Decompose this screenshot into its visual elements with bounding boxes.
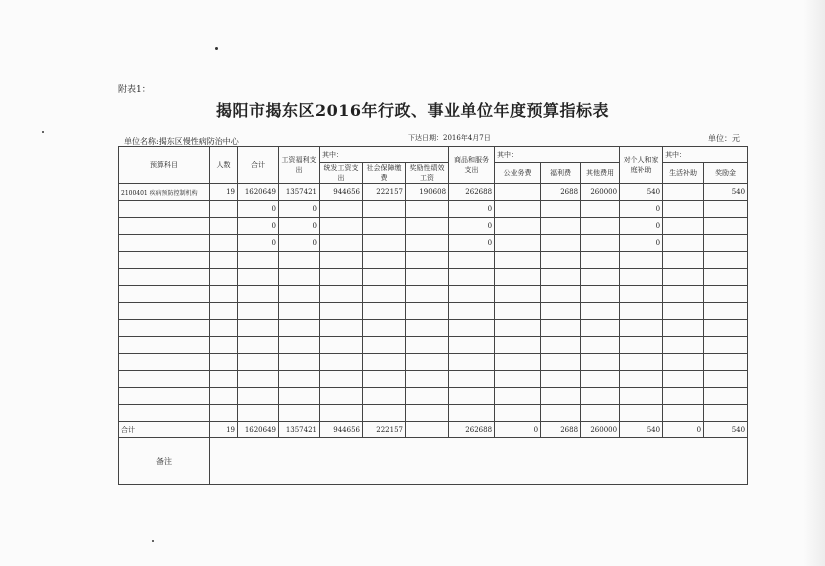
table-cell: 0 xyxy=(279,218,320,235)
table-cell xyxy=(704,252,748,269)
table-cell xyxy=(238,405,279,422)
table-row xyxy=(119,405,748,422)
table-cell xyxy=(541,303,581,320)
table-cell xyxy=(119,337,210,354)
table-cell: 0 xyxy=(449,201,495,218)
table-cell: 222157 xyxy=(363,184,406,201)
annex-label: 附表1： xyxy=(118,85,151,95)
table-cell xyxy=(495,371,541,388)
table-row xyxy=(119,371,748,388)
table-row xyxy=(119,201,748,218)
table-cell xyxy=(663,252,704,269)
table-cell xyxy=(704,320,748,337)
table-cell xyxy=(663,337,704,354)
table-cell xyxy=(495,201,541,218)
table-cell xyxy=(406,269,449,286)
table-cell xyxy=(495,286,541,303)
table-cell xyxy=(363,269,406,286)
currency-unit: 单位：元 xyxy=(708,134,740,143)
total-cell: 540 xyxy=(704,422,748,438)
table-cell: 0 xyxy=(620,235,663,252)
table-cell xyxy=(495,320,541,337)
table-cell xyxy=(449,354,495,371)
table-cell xyxy=(119,388,210,405)
table-cell xyxy=(581,303,620,320)
table-cell xyxy=(320,286,363,303)
table-cell: 0 xyxy=(279,235,320,252)
table-cell xyxy=(620,303,663,320)
scan-speck xyxy=(42,131,44,133)
header-living-subsidy: 生活补助 xyxy=(663,163,704,184)
scan-speck xyxy=(152,540,154,542)
header-personal-household: 对个人和家庭补助 xyxy=(620,147,663,184)
table-cell xyxy=(541,286,581,303)
table-cell xyxy=(119,269,210,286)
table-cell xyxy=(704,337,748,354)
table-cell xyxy=(704,286,748,303)
table-cell xyxy=(663,201,704,218)
table-cell xyxy=(406,405,449,422)
page-title: 揭阳市揭东区2016年行政、事业单位年度预算指标表 xyxy=(215,101,610,120)
table-cell xyxy=(663,320,704,337)
table-cell: 2688 xyxy=(541,184,581,201)
table-cell xyxy=(663,286,704,303)
total-cell: 944656 xyxy=(320,422,363,438)
table-cell xyxy=(210,320,238,337)
table-cell xyxy=(541,405,581,422)
table-row xyxy=(119,320,748,337)
table-cell xyxy=(663,371,704,388)
table-cell xyxy=(406,235,449,252)
header-of-which: 其中： xyxy=(320,147,449,163)
table-cell xyxy=(541,337,581,354)
total-cell: 260000 xyxy=(581,422,620,438)
table-cell xyxy=(279,252,320,269)
table-row xyxy=(119,184,748,201)
table-cell xyxy=(210,218,238,235)
table-cell xyxy=(320,235,363,252)
table-cell xyxy=(541,252,581,269)
table-cell xyxy=(663,235,704,252)
table-cell xyxy=(238,371,279,388)
table-row xyxy=(119,235,748,252)
table-cell xyxy=(406,201,449,218)
table-cell xyxy=(620,320,663,337)
table-cell xyxy=(704,371,748,388)
table-cell xyxy=(320,388,363,405)
table-cell xyxy=(620,371,663,388)
table-cell xyxy=(541,320,581,337)
table-cell xyxy=(449,320,495,337)
table-row xyxy=(119,269,748,286)
table-cell: 0 xyxy=(238,218,279,235)
table-cell xyxy=(495,252,541,269)
header-subject: 预算科目 xyxy=(119,147,210,184)
table-cell xyxy=(119,235,210,252)
table-cell xyxy=(495,184,541,201)
header-bonus: 奖励金 xyxy=(704,163,748,184)
total-row xyxy=(119,422,748,438)
table-cell xyxy=(238,337,279,354)
table-cell xyxy=(541,354,581,371)
table-cell xyxy=(495,405,541,422)
table-row xyxy=(119,337,748,354)
table-cell xyxy=(210,371,238,388)
table-cell xyxy=(279,405,320,422)
total-cell: 1357421 xyxy=(279,422,320,438)
table-cell xyxy=(363,320,406,337)
total-cell: 0 xyxy=(495,422,541,438)
table-cell xyxy=(541,218,581,235)
table-cell xyxy=(279,303,320,320)
table-row xyxy=(119,252,748,269)
table-cell xyxy=(279,337,320,354)
table-cell xyxy=(320,405,363,422)
scan-speck xyxy=(215,47,218,50)
table-cell: 2100401 疾病预防控制机构 xyxy=(119,184,210,201)
table-cell xyxy=(581,286,620,303)
table-cell xyxy=(238,303,279,320)
table-cell xyxy=(406,286,449,303)
header-performance-pay: 奖励性绩效工资 xyxy=(406,163,449,184)
table-cell xyxy=(495,269,541,286)
table-cell: 1620649 xyxy=(238,184,279,201)
table-cell xyxy=(320,201,363,218)
table-cell xyxy=(279,320,320,337)
table-cell xyxy=(406,252,449,269)
table-cell xyxy=(363,388,406,405)
table-cell: 260000 xyxy=(581,184,620,201)
table-row xyxy=(119,388,748,405)
table-cell xyxy=(238,286,279,303)
table-cell xyxy=(663,218,704,235)
table-cell xyxy=(119,286,210,303)
table-cell: 1357421 xyxy=(279,184,320,201)
table-cell xyxy=(406,354,449,371)
header-wage-welfare: 工资福利支出 xyxy=(279,147,320,184)
table-cell xyxy=(541,235,581,252)
table-row xyxy=(119,354,748,371)
table-cell xyxy=(119,218,210,235)
table-cell xyxy=(581,388,620,405)
header-public-affairs: 公业务费 xyxy=(495,163,541,184)
table-cell xyxy=(210,269,238,286)
total-cell: 222157 xyxy=(363,422,406,438)
table-cell xyxy=(238,269,279,286)
table-cell xyxy=(449,337,495,354)
total-cell xyxy=(406,422,449,438)
table-cell xyxy=(620,269,663,286)
table-cell xyxy=(704,235,748,252)
table-body xyxy=(119,184,748,422)
header-of-which: 其中： xyxy=(663,147,748,163)
table-cell xyxy=(210,235,238,252)
table-cell: 262688 xyxy=(449,184,495,201)
unit-name: 单位名称:揭东区慢性病防治中心 xyxy=(124,137,239,146)
table-cell xyxy=(279,371,320,388)
table-cell xyxy=(406,303,449,320)
table-cell xyxy=(119,405,210,422)
table-cell xyxy=(210,252,238,269)
table-cell: 0 xyxy=(449,235,495,252)
table-cell xyxy=(210,405,238,422)
table-cell: 0 xyxy=(620,201,663,218)
table-cell xyxy=(406,388,449,405)
table-cell xyxy=(541,371,581,388)
table-cell xyxy=(406,371,449,388)
header-goods-services: 商品和服务支出 xyxy=(449,147,495,184)
table-cell xyxy=(663,303,704,320)
table-cell xyxy=(406,337,449,354)
table-cell xyxy=(363,235,406,252)
table-cell xyxy=(495,303,541,320)
table-cell: 0 xyxy=(449,218,495,235)
remarks-row xyxy=(119,438,748,485)
table-cell xyxy=(363,252,406,269)
issue-date: 下达日期：2016年4月7日 xyxy=(408,134,491,142)
table-cell xyxy=(541,269,581,286)
table-cell xyxy=(449,286,495,303)
table-cell: 0 xyxy=(620,218,663,235)
total-label: 合计 xyxy=(119,422,210,438)
table-cell xyxy=(663,388,704,405)
table-cell xyxy=(620,337,663,354)
table-cell xyxy=(320,337,363,354)
table-cell xyxy=(238,388,279,405)
total-cell: 2688 xyxy=(541,422,581,438)
table-cell xyxy=(363,405,406,422)
table-cell xyxy=(581,354,620,371)
table-cell xyxy=(449,371,495,388)
table-cell xyxy=(119,320,210,337)
table-cell xyxy=(279,388,320,405)
table-cell xyxy=(620,286,663,303)
table-cell xyxy=(449,252,495,269)
table-cell xyxy=(581,269,620,286)
table-cell xyxy=(581,405,620,422)
table-cell xyxy=(449,388,495,405)
table-cell xyxy=(320,218,363,235)
table-cell xyxy=(119,252,210,269)
table-cell xyxy=(704,405,748,422)
table-cell xyxy=(449,269,495,286)
table-cell xyxy=(495,235,541,252)
table-cell: 540 xyxy=(704,184,748,201)
table-cell xyxy=(581,218,620,235)
header-base-wage: 统发工资支出 xyxy=(320,163,363,184)
budget-table xyxy=(118,146,748,485)
table-cell xyxy=(320,303,363,320)
table-cell: 0 xyxy=(238,201,279,218)
table-cell xyxy=(449,405,495,422)
table-cell xyxy=(704,201,748,218)
table-cell xyxy=(406,218,449,235)
table-cell xyxy=(363,371,406,388)
table-cell xyxy=(495,354,541,371)
table-cell xyxy=(495,218,541,235)
table-cell xyxy=(581,337,620,354)
header-social-security: 社会保障缴费 xyxy=(363,163,406,184)
table-cell xyxy=(704,354,748,371)
table-cell xyxy=(363,218,406,235)
total-cell: 262688 xyxy=(449,422,495,438)
table-cell xyxy=(119,303,210,320)
table-cell xyxy=(663,184,704,201)
table-cell xyxy=(363,286,406,303)
table-cell xyxy=(320,269,363,286)
table-cell: 0 xyxy=(279,201,320,218)
scan-edge-shadow xyxy=(803,0,825,566)
table-cell xyxy=(210,201,238,218)
table-cell xyxy=(320,354,363,371)
table-cell xyxy=(620,252,663,269)
table-cell xyxy=(663,354,704,371)
table-cell xyxy=(119,201,210,218)
table-cell xyxy=(320,371,363,388)
table-cell xyxy=(495,337,541,354)
remarks-label: 备注 xyxy=(119,438,210,485)
table-row xyxy=(119,286,748,303)
table-cell xyxy=(210,354,238,371)
table-cell: 190608 xyxy=(406,184,449,201)
table-cell: 944656 xyxy=(320,184,363,201)
table-cell xyxy=(663,405,704,422)
table-cell xyxy=(581,235,620,252)
table-row xyxy=(119,303,748,320)
table-cell: 19 xyxy=(210,184,238,201)
table-cell xyxy=(581,252,620,269)
header-headcount: 人数 xyxy=(210,147,238,184)
table-cell xyxy=(279,286,320,303)
header-of-which: 其中： xyxy=(495,147,620,163)
table-cell xyxy=(704,303,748,320)
table-cell xyxy=(620,354,663,371)
header-other-expense: 其他费用 xyxy=(581,163,620,184)
total-cell: 0 xyxy=(663,422,704,438)
table-cell: 0 xyxy=(238,235,279,252)
table-cell xyxy=(119,354,210,371)
table-cell xyxy=(238,252,279,269)
header-total: 合计 xyxy=(238,147,279,184)
table-cell xyxy=(238,320,279,337)
table-cell xyxy=(541,201,581,218)
table-cell xyxy=(320,252,363,269)
table-cell xyxy=(210,337,238,354)
table-cell xyxy=(238,354,279,371)
table-cell xyxy=(620,405,663,422)
table-cell xyxy=(363,201,406,218)
table-cell xyxy=(704,388,748,405)
table-cell xyxy=(320,320,363,337)
table-cell xyxy=(704,269,748,286)
table-cell xyxy=(620,388,663,405)
table-cell xyxy=(363,337,406,354)
table-cell xyxy=(495,388,541,405)
table-cell xyxy=(210,388,238,405)
table-cell xyxy=(581,201,620,218)
table-cell xyxy=(363,354,406,371)
table-cell xyxy=(581,320,620,337)
table-row xyxy=(119,218,748,235)
table-cell xyxy=(363,303,406,320)
table-cell xyxy=(210,286,238,303)
table-cell xyxy=(541,388,581,405)
total-cell: 1620649 xyxy=(238,422,279,438)
remarks-value xyxy=(210,438,748,485)
table-cell xyxy=(279,354,320,371)
table-cell xyxy=(279,269,320,286)
table-cell xyxy=(663,269,704,286)
total-cell: 19 xyxy=(210,422,238,438)
table-cell xyxy=(581,371,620,388)
table-cell xyxy=(210,303,238,320)
table-cell: 540 xyxy=(620,184,663,201)
table-cell xyxy=(704,218,748,235)
table-cell xyxy=(119,371,210,388)
header-welfare-fee: 福利费 xyxy=(541,163,581,184)
table-cell xyxy=(449,303,495,320)
total-cell: 540 xyxy=(620,422,663,438)
table-cell xyxy=(406,320,449,337)
